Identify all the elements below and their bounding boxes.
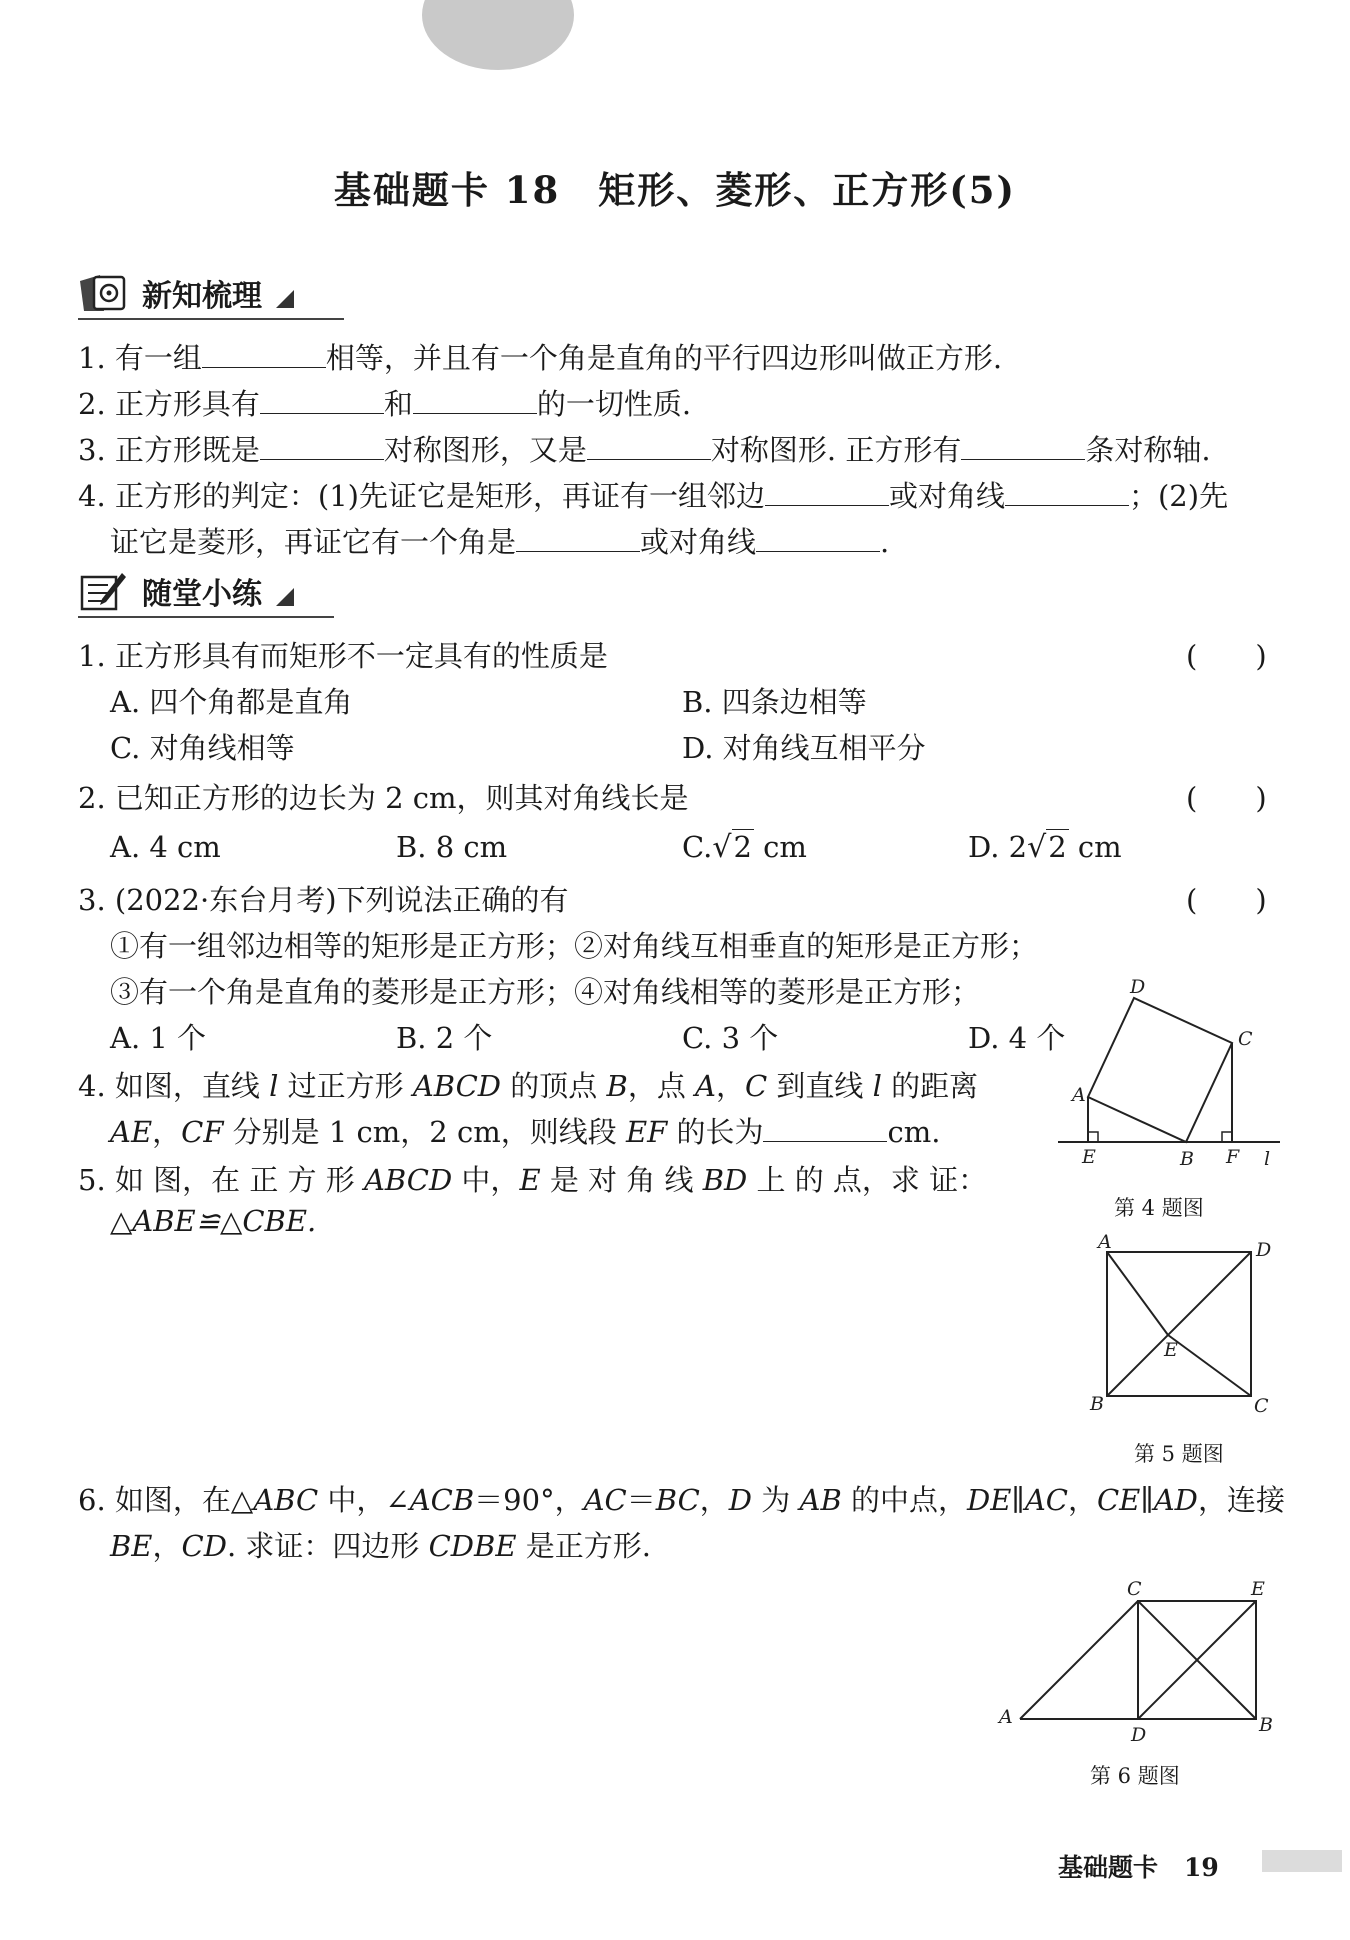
math: E: [519, 1163, 541, 1197]
segment-ac: [1020, 1601, 1138, 1719]
knowledge-item-3: [78, 428, 1211, 469]
text: 4. 如图，直线: [78, 1069, 270, 1103]
label-a: A: [999, 1706, 1013, 1728]
label-l: l: [1264, 1148, 1271, 1170]
label-b: B: [1259, 1714, 1273, 1736]
q1-option-d[interactable]: D. 对角线互相平分: [682, 731, 926, 765]
text: 6. 如图，在△: [78, 1483, 254, 1517]
text: 的顶点: [501, 1069, 607, 1103]
q1-option-b[interactable]: B. 四条边相等: [682, 685, 867, 719]
answer-blank[interactable]: [516, 527, 640, 552]
q4-line-1: [78, 1064, 978, 1105]
answer-blank[interactable]: [763, 1117, 887, 1142]
sqrt-expression: √2: [712, 830, 752, 865]
text: ，: [152, 1115, 182, 1149]
section-arrow-icon: [276, 588, 294, 606]
text: D. 2: [968, 830, 1028, 864]
q3-option-a[interactable]: A. 1 个: [110, 1021, 207, 1055]
math: CD: [181, 1529, 227, 1563]
answer-blank[interactable]: [260, 389, 384, 414]
label-d: D: [1130, 976, 1146, 998]
label-e: E: [1082, 1146, 1096, 1168]
text: ，: [1067, 1483, 1097, 1517]
text: 相等，并且有一个角是直角的平行四边形叫做正方形.: [325, 341, 1003, 375]
label-d: D: [1256, 1239, 1272, 1261]
q2-option-d[interactable]: [968, 830, 1122, 865]
math: AC: [583, 1483, 627, 1517]
text: 中，: [452, 1163, 520, 1197]
text: 条对称轴.: [1085, 433, 1211, 467]
figure-4-diagram: [1050, 975, 1290, 1175]
knowledge-item-1: [78, 336, 1002, 377]
math: ABCD: [412, 1069, 502, 1103]
text: ，连接: [1197, 1483, 1285, 1517]
text: 的长为: [667, 1115, 764, 1149]
answer-blank[interactable]: [587, 435, 711, 460]
math: A: [695, 1069, 716, 1103]
answer-blank[interactable]: [202, 343, 326, 368]
text: 是正方形.: [516, 1529, 651, 1563]
text: 对称图形. 正方形有: [710, 433, 962, 467]
section-header-practice: [78, 568, 294, 614]
answer-blank[interactable]: [961, 435, 1085, 460]
q1-stem: 1. 正方形具有而矩形不一定具有的性质是: [78, 639, 608, 673]
math: ABCD: [363, 1163, 453, 1197]
text: 分别是 1 cm，2 cm，则线段: [223, 1115, 626, 1149]
figure-6-diagram: [995, 1575, 1285, 1750]
page-tab-decoration: [422, 0, 574, 70]
text: cm: [1068, 830, 1122, 864]
text: 或对角线: [640, 525, 757, 559]
section-underline: [78, 616, 334, 618]
q6-line-2: [110, 1524, 651, 1565]
text: 到直线: [767, 1069, 873, 1103]
section-label-practice: 随堂小练: [142, 577, 262, 612]
sqrt-expression: √2: [1027, 830, 1067, 865]
label-b: B: [1090, 1393, 1104, 1415]
math: l: [872, 1069, 882, 1103]
knowledge-item-4: [78, 474, 1228, 515]
text: 的中点，: [841, 1483, 967, 1517]
text: ∥: [1011, 1483, 1025, 1517]
q2-stem: 2. 已知正方形的边长为 2 cm，则其对角线长是: [78, 781, 689, 815]
segment-ec: [1168, 1335, 1251, 1396]
text: cm: [753, 830, 807, 864]
page-number: 19: [1184, 1853, 1219, 1882]
text: 的一切性质.: [536, 387, 692, 421]
math: ABC: [253, 1483, 319, 1517]
label-e: E: [1251, 1578, 1265, 1600]
q3-stem: 3. (2022·东台月考)下列说法正确的有: [78, 883, 569, 917]
q2-option-b[interactable]: B. 8 cm: [396, 830, 508, 864]
math: C: [745, 1069, 768, 1103]
notebook-pen-icon: [78, 569, 128, 613]
text: 中，∠: [318, 1483, 410, 1517]
answer-blank[interactable]: [413, 389, 537, 414]
title-card-number: 基础题卡 18: [333, 168, 561, 212]
label-c: C: [1254, 1395, 1269, 1417]
text: 证它是菱形，再证它有一个角是: [110, 525, 517, 559]
text: 3. 正方形既是: [78, 433, 260, 467]
text: 的距离: [881, 1069, 979, 1103]
figure-5-diagram: [1080, 1230, 1280, 1420]
figure-6-caption: 第 6 题图: [1090, 1764, 1180, 1788]
right-angle-mark: [1222, 1132, 1232, 1142]
math: AC: [1024, 1483, 1068, 1517]
text: 为: [752, 1483, 800, 1517]
text: 或对角线: [888, 479, 1005, 513]
page-title: [0, 160, 1350, 214]
math: CF: [181, 1115, 224, 1149]
right-angle-mark: [1088, 1132, 1098, 1142]
text: ，点: [627, 1069, 696, 1103]
math: CDBE: [428, 1529, 517, 1563]
radicand: 2: [1048, 830, 1067, 864]
figure-4-caption: 第 4 题图: [1114, 1196, 1204, 1220]
text: 2. 正方形具有: [78, 387, 260, 421]
label-a: A: [1072, 1084, 1086, 1106]
text: ，: [715, 1069, 745, 1103]
text: 4. 正方形的判定：(1)先证它是矩形，再证有一组邻边: [78, 479, 765, 513]
math: B: [606, 1069, 628, 1103]
text: 1. 有一组: [78, 341, 202, 375]
text: 上 的 点，求 证：: [747, 1163, 988, 1197]
q4-line-2: [110, 1110, 940, 1151]
footer-label: 基础题卡: [1058, 1853, 1159, 1882]
math: l: [269, 1069, 279, 1103]
knowledge-item-4-cont: [110, 520, 889, 561]
page-footer: [1058, 1848, 1219, 1884]
text: C.: [682, 830, 713, 864]
q2-answer-parens[interactable]: ( ): [1186, 781, 1267, 815]
q5-line-1: [78, 1158, 987, 1199]
answer-blank[interactable]: [765, 481, 889, 506]
math: ACB: [409, 1483, 475, 1517]
text: . 求证：四边形: [226, 1529, 429, 1563]
radicand: 2: [733, 830, 752, 864]
figure-5-caption: 第 5 题图: [1134, 1442, 1224, 1466]
q1-answer-parens[interactable]: ( ): [1186, 639, 1267, 673]
text: 和: [383, 387, 413, 421]
text: 5. 如 图，在 正 方 形: [78, 1163, 364, 1197]
math: EF: [625, 1115, 668, 1149]
text: ＝: [626, 1483, 656, 1517]
q3-answer-parens[interactable]: ( ): [1186, 883, 1267, 917]
text: 对称图形，又是: [383, 433, 587, 467]
q2-option-a[interactable]: A. 4 cm: [110, 830, 221, 864]
book-disc-icon: [78, 271, 128, 315]
section-header-knowledge: [78, 270, 294, 316]
math: BE: [110, 1529, 153, 1563]
math: CE: [1096, 1483, 1141, 1517]
diagonal-bd: [1107, 1252, 1251, 1396]
q3-option-c[interactable]: C. 3 个: [682, 1021, 779, 1055]
answer-blank[interactable]: [1005, 481, 1129, 506]
text: cm.: [887, 1115, 941, 1149]
section-underline: [78, 318, 344, 320]
math: BC: [655, 1483, 700, 1517]
text: ＝90°，: [474, 1483, 584, 1517]
q6-line-1: [78, 1478, 1285, 1519]
math: AE: [110, 1115, 153, 1149]
math: DE: [966, 1483, 1012, 1517]
q3-option-b[interactable]: B. 2 个: [396, 1021, 493, 1055]
label-c: C: [1127, 1578, 1142, 1600]
answer-blank[interactable]: [756, 527, 880, 552]
segment-ae: [1107, 1252, 1168, 1335]
q3-option-d[interactable]: D. 4 个: [968, 1021, 1066, 1055]
text: ，: [152, 1529, 182, 1563]
label-f: F: [1226, 1146, 1240, 1168]
math: AD: [1153, 1483, 1198, 1517]
text: ，: [699, 1483, 729, 1517]
text: ∥: [1140, 1483, 1154, 1517]
math: D: [728, 1483, 753, 1517]
square-abcd: [1088, 998, 1232, 1142]
answer-blank[interactable]: [260, 435, 384, 460]
q5-line-2: △ABE≌△CBE.: [110, 1204, 317, 1238]
label-d: D: [1131, 1724, 1147, 1746]
footer-decoration: [1262, 1850, 1342, 1872]
q3-statements-2: ③有一个角是直角的菱形是正方形；④对角线相等的菱形是正方形；: [110, 975, 981, 1009]
label-a: A: [1098, 1231, 1112, 1253]
text: ；(2)先: [1128, 479, 1229, 513]
section-arrow-icon: [276, 290, 294, 308]
label-e: E: [1164, 1339, 1178, 1361]
q1-option-a[interactable]: A. 四个角都是直角: [110, 685, 353, 719]
q3-statements-1: ①有一组邻边相等的矩形是正方形；②对角线互相垂直的矩形是正方形；: [110, 929, 1039, 963]
text: .: [880, 525, 890, 559]
text: 过正方形: [278, 1069, 413, 1103]
text: 是 对 角 线: [540, 1163, 703, 1197]
q1-option-c[interactable]: C. 对角线相等: [110, 731, 295, 765]
knowledge-item-2: [78, 382, 691, 423]
title-topic: 矩形、菱形、正方形(5): [598, 168, 1017, 212]
q2-option-c[interactable]: [682, 830, 807, 865]
label-c: C: [1238, 1028, 1253, 1050]
label-b: B: [1180, 1148, 1194, 1170]
math: BD: [702, 1163, 748, 1197]
section-label-knowledge: 新知梳理: [142, 279, 262, 314]
math: AB: [799, 1483, 842, 1517]
